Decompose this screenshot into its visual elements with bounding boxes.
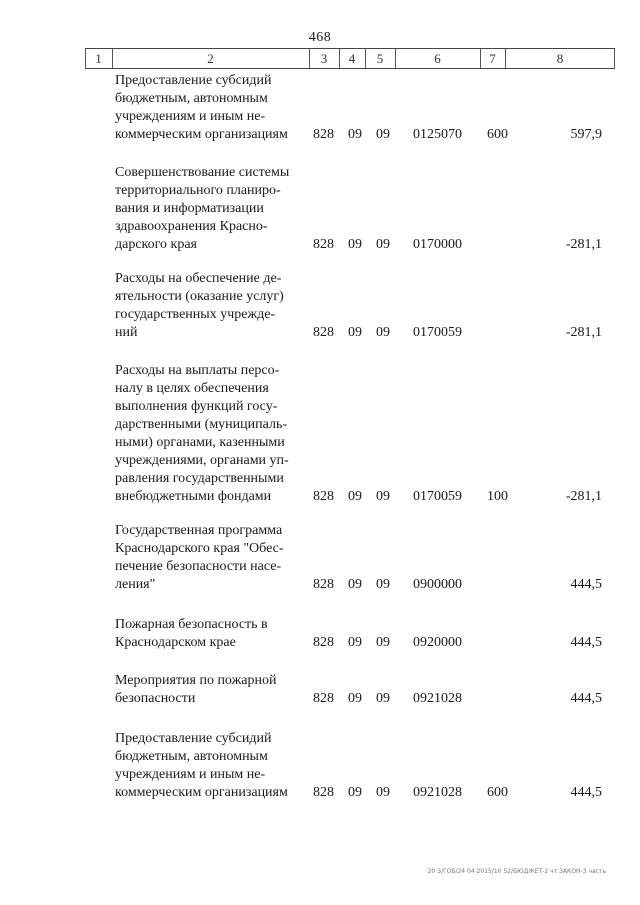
row-description — [115, 672, 307, 708]
cell-target-code: 0170059 — [413, 489, 462, 504]
description-line: выполнения функций госу- — [115, 399, 278, 414]
cell-target-code: 0920000 — [413, 635, 462, 650]
cell-ministry-code: 828 — [313, 785, 334, 800]
description-line: Краснодарского края "Обес- — [115, 541, 284, 556]
cell-subsection: 09 — [376, 577, 390, 592]
description-line: территориального планиро- — [115, 183, 281, 198]
header-col-8: 8 — [556, 51, 564, 66]
cell-amount: 597,9 — [570, 127, 602, 142]
cell-target-code: 0125070 — [413, 127, 462, 142]
cell-subsection: 09 — [376, 325, 390, 340]
cell-section: 09 — [348, 325, 362, 340]
table-header-row — [85, 48, 615, 69]
header-col-7: 7 — [489, 51, 496, 66]
description-line: здравоохранения Красно- — [115, 219, 268, 234]
header-col-4: 4 — [348, 51, 356, 66]
cell-ministry-code: 828 — [313, 577, 334, 592]
header-col-3: 3 — [320, 51, 328, 66]
cell-subsection: 09 — [376, 127, 390, 142]
row-description — [115, 164, 307, 254]
row-description — [115, 522, 307, 594]
description-line: коммерческим организациям — [115, 785, 288, 800]
cell-ministry-code: 828 — [313, 237, 334, 252]
header-col-1: 1 — [95, 51, 102, 66]
cell-ministry-code: 828 — [313, 127, 334, 142]
cell-ministry-code: 828 — [313, 691, 334, 706]
header-col-6: 6 — [434, 51, 441, 66]
footer-print-stamp: 20 З/ГОБ/24 04 2015/10 52/БЮДЖЕТ-2 чт ЗАКОН-3 часть — [427, 868, 606, 875]
cell-section: 09 — [348, 127, 362, 142]
cell-section: 09 — [348, 691, 362, 706]
cell-amount: 444,5 — [570, 577, 602, 592]
cell-target-code: 0921028 — [413, 691, 462, 706]
cell-amount: 444,5 — [570, 785, 602, 800]
description-line: Расходы на обеспечение де- — [115, 271, 282, 286]
header-divider — [614, 49, 615, 68]
description-line: государственных учрежде- — [115, 307, 276, 322]
cell-amount: -281,1 — [565, 325, 602, 340]
cell-expense-type: 100 — [487, 489, 508, 504]
description-line: равления государственными — [115, 471, 284, 486]
cell-section: 09 — [348, 785, 362, 800]
cell-section: 09 — [348, 577, 362, 592]
cell-subsection: 09 — [376, 237, 390, 252]
header-col-5: 5 — [376, 51, 384, 66]
description-line: Государственная программа — [115, 523, 283, 538]
description-line: Мероприятия по пожарной — [115, 673, 277, 688]
description-line: вания и информатизации — [115, 201, 264, 216]
row-description — [115, 72, 307, 144]
cell-section: 09 — [348, 237, 362, 252]
cell-ministry-code: 828 — [313, 325, 334, 340]
description-line: налу в целях обеспечения — [115, 381, 269, 396]
description-line: Пожарная безопасность в — [115, 617, 268, 632]
cell-ministry-code: 828 — [313, 635, 334, 650]
cell-expense-type: 600 — [487, 127, 508, 142]
description-line: внебюджетными фондами — [115, 489, 272, 504]
description-line: Совершенствование системы — [115, 165, 290, 180]
cell-section: 09 — [348, 489, 362, 504]
row-description — [115, 362, 307, 506]
description-line: Предоставление субсидий — [115, 73, 272, 88]
cell-target-code: 0900000 — [413, 577, 462, 592]
cell-amount: -281,1 — [565, 237, 602, 252]
description-line: дарственными (муниципаль- — [115, 417, 288, 432]
description-line: печение безопасности насе- — [115, 559, 282, 574]
description-line: коммерческим организациям — [115, 127, 288, 142]
description-line: учреждениям и иным не- — [115, 767, 266, 782]
cell-target-code: 0921028 — [413, 785, 462, 800]
cell-amount: 444,5 — [570, 691, 602, 706]
cell-subsection: 09 — [376, 489, 390, 504]
description-line: ными) органами, казенными — [115, 435, 285, 450]
description-line: учреждениями, органами уп- — [115, 453, 289, 468]
cell-target-code: 0170059 — [413, 325, 462, 340]
cell-subsection: 09 — [376, 691, 390, 706]
description-line: ний — [115, 325, 138, 340]
description-line: Расходы на выплаты персо- — [115, 363, 280, 378]
cell-amount: -281,1 — [565, 489, 602, 504]
cell-subsection: 09 — [376, 785, 390, 800]
description-line: Краснодарском крае — [115, 635, 236, 650]
description-line: бюджетным, автономным — [115, 749, 268, 764]
cell-subsection: 09 — [376, 635, 390, 650]
description-line: ления" — [115, 577, 156, 592]
description-line: учреждениям и иным не- — [115, 109, 266, 124]
description-line: бюджетным, автономным — [115, 91, 268, 106]
page-number: 468 — [308, 30, 332, 45]
cell-section: 09 — [348, 635, 362, 650]
row-description — [115, 730, 307, 802]
cell-amount: 444,5 — [570, 635, 602, 650]
row-description — [115, 270, 307, 342]
cell-expense-type: 600 — [487, 785, 508, 800]
header-col-2: 2 — [207, 51, 214, 66]
description-line: безопасности — [115, 691, 196, 706]
cell-target-code: 0170000 — [413, 237, 462, 252]
row-description — [115, 616, 307, 652]
description-line: ятельности (оказание услуг) — [115, 289, 284, 304]
description-line: Предоставление субсидий — [115, 731, 272, 746]
cell-ministry-code: 828 — [313, 489, 334, 504]
description-line: дарского края — [115, 237, 197, 252]
